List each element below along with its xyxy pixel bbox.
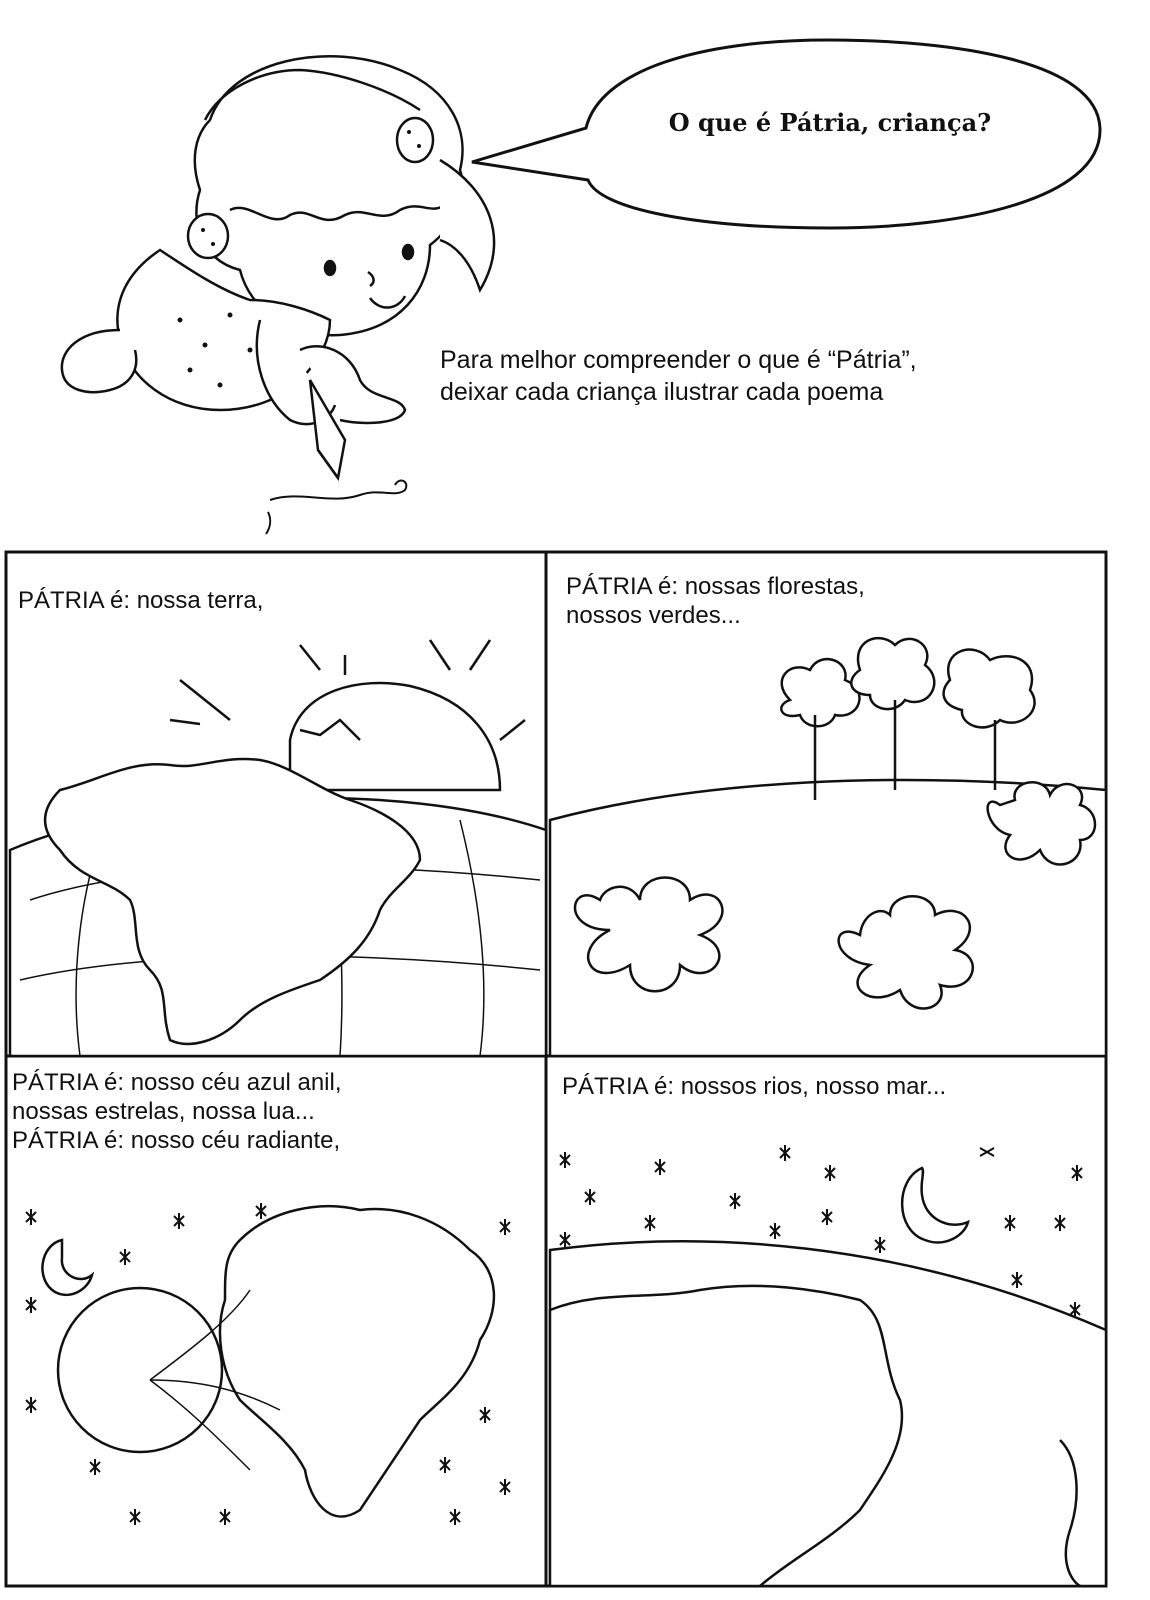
caption-line: PÁTRIA é: nosso céu radiante, (12, 1127, 341, 1154)
caption-line: nossos verdes... (566, 602, 741, 629)
brazil-map-large (220, 1206, 494, 1516)
caption-ceu (12, 1068, 342, 1155)
caption-line: nossas estrelas, nossa lua... (12, 1098, 315, 1125)
caption-florestas (566, 572, 865, 630)
moon-icon-large (902, 1168, 968, 1242)
caption-terra (18, 586, 263, 615)
caption-rios (562, 1072, 946, 1101)
moon-icon (42, 1240, 92, 1295)
globe-icon-small (58, 1288, 222, 1452)
caption-line: PÁTRIA é: nossos rios, nosso mar... (562, 1073, 947, 1100)
caption-line: PÁTRIA é: nossa terra, (18, 587, 264, 614)
panel-terra-illustration (10, 640, 546, 1056)
sun-icon (290, 683, 500, 790)
panel-rios-illustration (550, 1168, 1106, 1586)
caption-line: PÁTRIA é: nossas florestas, (566, 573, 865, 600)
panel-ceu-illustration (42, 1206, 494, 1516)
instruction-line-2: deixar cada criança ilustrar cada poema (440, 378, 884, 406)
caption-line: PÁTRIA é: nosso céu azul anil, (12, 1069, 342, 1096)
speech-bubble-text: O que é Pátria, criança? (668, 108, 992, 137)
instruction-line-1: Para melhor compreender o que é “Pátria”, (440, 346, 917, 374)
panel-florestas-illustration (550, 638, 1106, 1056)
tree-icon (781, 659, 859, 800)
